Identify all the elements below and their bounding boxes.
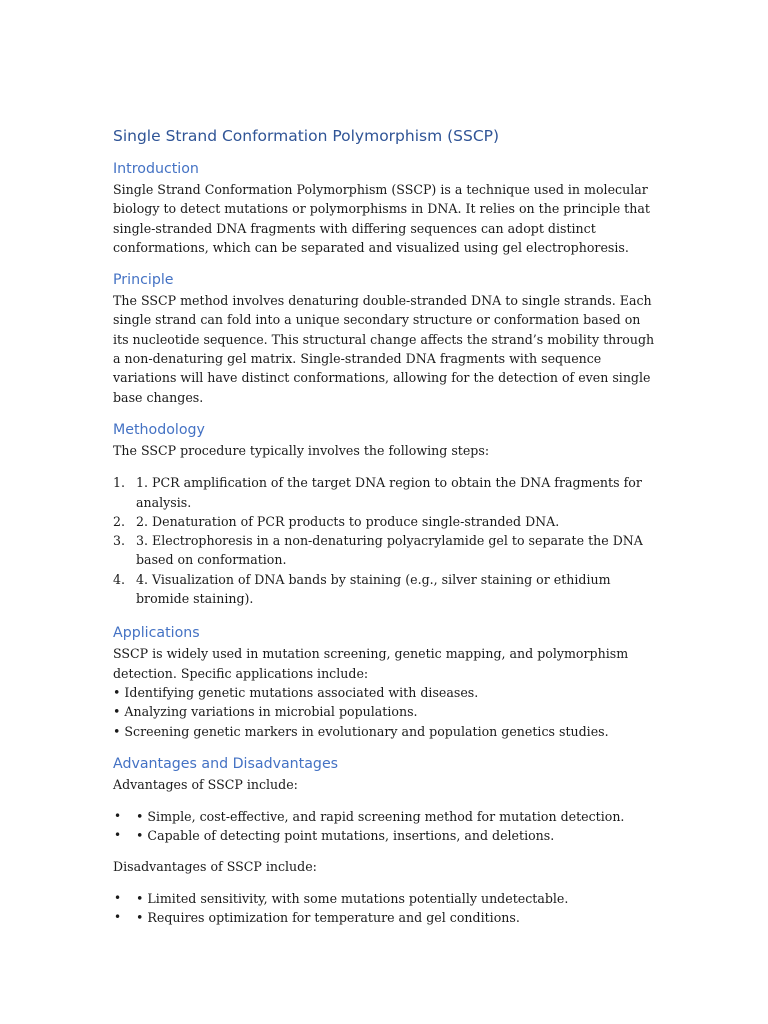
methodology-steps-list <box>113 473 658 608</box>
advantage-text: • Capable of detecting point mutations, insertions, and deletions. <box>136 828 555 844</box>
applications-item: • Identifying genetic mutations associated with diseases. <box>113 684 479 700</box>
disadvantages-list <box>113 889 658 928</box>
bullet-icon: • <box>114 809 122 824</box>
principle-heading: Principle <box>113 272 174 289</box>
document-title: Single Strand Conformation Polymorphism (SSCP) <box>113 127 500 145</box>
methodology-intro: The SSCP procedure typically involves the following steps: <box>113 442 490 458</box>
advantage-text: • Simple, cost-effective, and rapid screening method for mutation detection. <box>136 809 625 825</box>
list-item <box>113 512 658 531</box>
step-text: 3. Electrophoresis in a non-denaturing polyacrylamide gel to separate the DNA based on conformation. <box>136 533 643 568</box>
step-text: 1. PCR amplification of the target DNA region to obtain the DNA fragments for analysis. <box>136 475 642 510</box>
introduction-paragraph: Single Strand Conformation Polymorphism (SSCP) is a technique used in molecular biology to detect mutations or polymorphisms in DNA. It relies on the principle that single-stranded DNA fragments with differing sequences can adopt distinct conformations, which can be separated and visualized using gel electrophoresis. <box>113 182 650 255</box>
step-number: 3. <box>113 533 126 549</box>
section-methodology <box>113 419 658 608</box>
advantages-list <box>113 807 658 846</box>
section-principle <box>113 269 658 407</box>
introduction-heading: Introduction <box>113 161 199 177</box>
list-item <box>113 908 658 927</box>
disadvantages-intro: Disadvantages of SSCP include: <box>113 858 317 874</box>
step-number: 1. <box>113 475 126 491</box>
section-introduction <box>113 158 658 257</box>
document-body <box>113 124 658 939</box>
list-item <box>113 531 658 570</box>
section-advantages-disadvantages <box>113 753 658 928</box>
applications-paragraph: SSCP is widely used in mutation screening, genetic mapping, and polymorphism detection. Specific applications include: <box>113 646 629 681</box>
principle-paragraph: The SSCP method involves denaturing double-stranded DNA to single strands. Each single strand can fold into a unique secondary structure or conformation based on its nucleotide sequence. This structural change affects the strand’s mobility through a non-denaturing gel matrix. Single-stranded DNA fragments with sequence variations will have distinct conformations, allowing for the detection of even single base changes. <box>113 293 655 405</box>
applications-heading: Applications <box>113 625 200 642</box>
list-item <box>113 807 658 826</box>
advantages-intro: Advantages of SSCP include: <box>113 776 298 792</box>
applications-item: • Analyzing variations in microbial populations. <box>113 704 418 720</box>
bullet-icon: • <box>114 910 122 925</box>
step-text: 4. Visualization of DNA bands by staining (e.g., silver staining or ethidium bromide staining). <box>136 571 611 607</box>
list-item <box>113 570 658 609</box>
applications-items <box>113 683 658 741</box>
applications-item: • Screening genetic markers in evolutionary and population genetics studies. <box>113 723 609 739</box>
bullet-icon: • <box>114 828 122 843</box>
step-number: 4. <box>113 571 126 587</box>
step-number: 2. <box>113 513 126 529</box>
section-applications <box>113 622 658 740</box>
list-item <box>113 889 658 908</box>
step-text: 2. Denaturation of PCR products to produce single-stranded DNA. <box>136 513 560 529</box>
disadvantage-text: • Limited sensitivity, with some mutations potentially undetectable. <box>136 891 569 907</box>
list-item <box>113 473 658 512</box>
methodology-heading: Methodology <box>113 421 205 438</box>
list-item <box>113 826 658 845</box>
advantages-disadvantages-heading: Advantages and Disadvantages <box>113 755 339 772</box>
disadvantage-text: • Requires optimization for temperature and gel conditions. <box>136 910 520 926</box>
bullet-icon: • <box>114 891 122 906</box>
